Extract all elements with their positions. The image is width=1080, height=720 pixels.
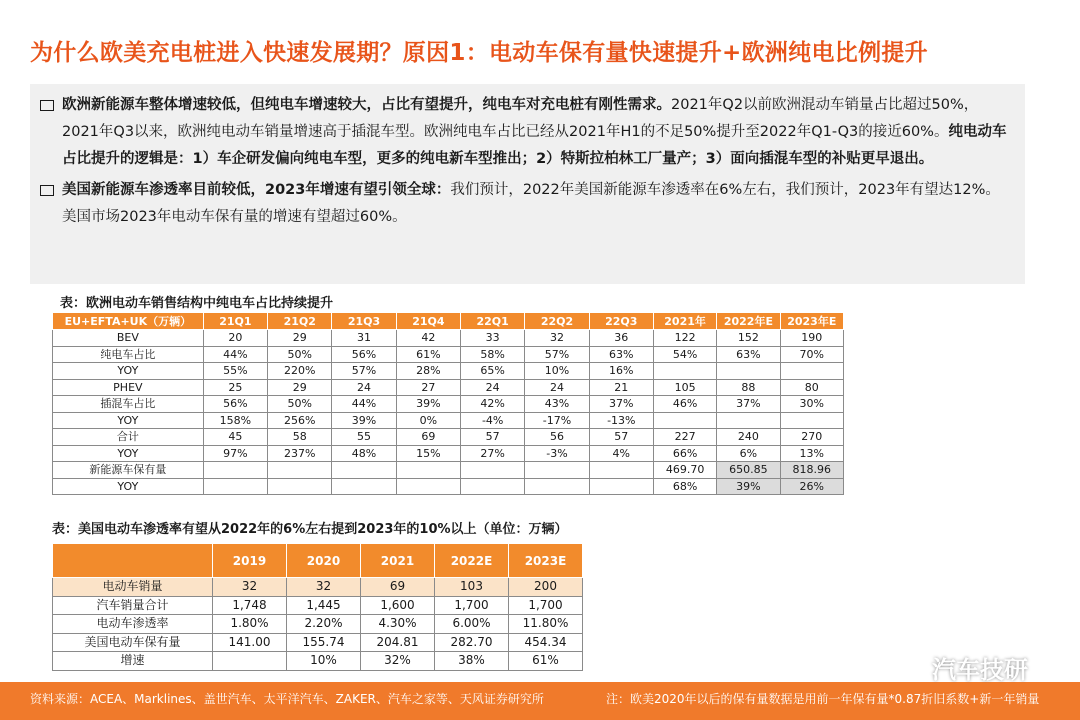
table-cell: 88 xyxy=(717,379,780,396)
table-cell: 152 xyxy=(717,330,780,347)
table-cell: 50% xyxy=(268,396,332,413)
column-header: 21Q1 xyxy=(203,313,267,330)
table-cell: 24 xyxy=(332,379,396,396)
table-row xyxy=(53,412,844,429)
table-cell xyxy=(203,462,267,479)
table-cell: 158% xyxy=(203,412,267,429)
table-cell xyxy=(203,478,267,495)
column-header: 22Q3 xyxy=(589,313,653,330)
source-note: 资料来源：ACEA、Marklines、盖世汽车、太平洋汽车、ZAKER、汽车之家等、天风证券研究所 xyxy=(30,692,544,706)
table-cell: 30% xyxy=(780,396,843,413)
table-cell xyxy=(332,462,396,479)
table-cell: 63% xyxy=(589,346,653,363)
table-cell: 1,748 xyxy=(213,596,287,615)
table-cell: 42 xyxy=(396,330,460,347)
table-cell: 31 xyxy=(332,330,396,347)
table-row xyxy=(53,396,844,413)
table-cell: 39% xyxy=(396,396,460,413)
table-cell: 16% xyxy=(589,363,653,380)
table-header-row xyxy=(53,313,844,330)
table-cell xyxy=(717,363,780,380)
table-cell: 650.85 xyxy=(717,462,780,479)
table-cell: 105 xyxy=(653,379,716,396)
table-cell xyxy=(268,478,332,495)
table-cell: 69 xyxy=(361,578,435,597)
column-header: 2022E xyxy=(435,544,509,578)
table-cell: 11.80% xyxy=(509,615,583,634)
table-row xyxy=(53,652,583,671)
table-cell: 25 xyxy=(203,379,267,396)
bullet-panel xyxy=(30,84,1025,284)
table-cell: 44% xyxy=(332,396,396,413)
table-cell: 57 xyxy=(589,429,653,446)
table2-caption: 表：美国电动车渗透率有望从2022年的6%左右提到2023年的10%以上（单位：万辆） xyxy=(52,522,568,537)
table-cell: 54% xyxy=(653,346,716,363)
watermark xyxy=(890,650,1028,685)
table-cell: 57% xyxy=(525,346,589,363)
table-cell: 29 xyxy=(268,330,332,347)
bullet-text: 美国新能源车渗透率目前较低，2023年增速有望引领全球：我们预计，2022年美国新能源车渗透率在6%左右，我们预计，2023年有望达12%。美国市场2023年电动车保有量的增速有望超过60%。 xyxy=(62,182,1000,225)
table-cell: 32 xyxy=(525,330,589,347)
table-cell: 24 xyxy=(461,379,525,396)
row-label: 插混车占比 xyxy=(53,396,204,413)
table-row xyxy=(53,363,844,380)
table-cell: 57 xyxy=(461,429,525,446)
table-cell: 46% xyxy=(653,396,716,413)
table-cell: 63% xyxy=(717,346,780,363)
table-cell: 15% xyxy=(396,445,460,462)
row-label: PHEV xyxy=(53,379,204,396)
table-cell: 70% xyxy=(780,346,843,363)
table-cell xyxy=(396,478,460,495)
table-cell: 65% xyxy=(461,363,525,380)
table-cell: 55 xyxy=(332,429,396,446)
column-header: 21Q2 xyxy=(268,313,332,330)
table-row xyxy=(53,462,844,479)
table-cell: 200 xyxy=(509,578,583,597)
table-cell xyxy=(780,412,843,429)
table-cell: 32 xyxy=(287,578,361,597)
table-cell: -17% xyxy=(525,412,589,429)
table-cell: 454.34 xyxy=(509,633,583,652)
table-cell: 32% xyxy=(361,652,435,671)
table-cell: 1,700 xyxy=(509,596,583,615)
table-cell: 204.81 xyxy=(361,633,435,652)
table-cell: -4% xyxy=(461,412,525,429)
table-cell: 237% xyxy=(268,445,332,462)
table-cell: 10% xyxy=(525,363,589,380)
table-cell: 256% xyxy=(268,412,332,429)
table-cell: 469.70 xyxy=(653,462,716,479)
row-label: 电动车渗透率 xyxy=(53,615,213,634)
table-cell: 56% xyxy=(203,396,267,413)
table-cell xyxy=(780,363,843,380)
table-cell: 80 xyxy=(780,379,843,396)
table-cell: 190 xyxy=(780,330,843,347)
table-row xyxy=(53,633,583,652)
table-cell: 37% xyxy=(589,396,653,413)
table-cell: 1,700 xyxy=(435,596,509,615)
table-cell: 39% xyxy=(332,412,396,429)
column-header: 21Q3 xyxy=(332,313,396,330)
table-row xyxy=(53,615,583,634)
table-cell: 33 xyxy=(461,330,525,347)
table-cell xyxy=(653,412,716,429)
table-cell xyxy=(396,462,460,479)
table-cell: 141.00 xyxy=(213,633,287,652)
row-label: 美国电动车保有量 xyxy=(53,633,213,652)
column-header: 2023E xyxy=(509,544,583,578)
table-cell: 50% xyxy=(268,346,332,363)
row-label: YOY xyxy=(53,478,204,495)
column-header: 2019 xyxy=(213,544,287,578)
table-cell: -13% xyxy=(589,412,653,429)
row-label: 合计 xyxy=(53,429,204,446)
table-cell xyxy=(461,462,525,479)
table-row xyxy=(53,578,583,597)
us-ev-penetration-table xyxy=(52,543,583,671)
column-header: 22Q1 xyxy=(461,313,525,330)
row-label: YOY xyxy=(53,363,204,380)
table-cell: 240 xyxy=(717,429,780,446)
table-cell: 56 xyxy=(525,429,589,446)
table-cell: 37% xyxy=(717,396,780,413)
column-header: 22Q2 xyxy=(525,313,589,330)
table-cell: 61% xyxy=(509,652,583,671)
column-header xyxy=(53,544,213,578)
column-header: 2022年E xyxy=(717,313,780,330)
column-header: 21Q4 xyxy=(396,313,460,330)
table-cell xyxy=(653,363,716,380)
row-label: YOY xyxy=(53,412,204,429)
table-cell: 42% xyxy=(461,396,525,413)
table-cell: 28% xyxy=(396,363,460,380)
checkbox-square-icon xyxy=(40,100,54,111)
europe-ev-sales-table xyxy=(52,312,844,495)
table-row xyxy=(53,330,844,347)
bullet-item xyxy=(40,92,1013,173)
table-cell: 21 xyxy=(589,379,653,396)
column-header: 2023年E xyxy=(780,313,843,330)
table-cell: 48% xyxy=(332,445,396,462)
table-cell: 69 xyxy=(396,429,460,446)
table-cell xyxy=(332,478,396,495)
bullet-item xyxy=(40,177,1013,231)
table-row xyxy=(53,445,844,462)
table-cell: 4.30% xyxy=(361,615,435,634)
column-header: 2021年 xyxy=(653,313,716,330)
table-cell: 58% xyxy=(461,346,525,363)
table-cell: 43% xyxy=(525,396,589,413)
table-cell: 27% xyxy=(461,445,525,462)
column-header: 2021 xyxy=(361,544,435,578)
table-row xyxy=(53,596,583,615)
table-cell xyxy=(525,478,589,495)
checkbox-square-icon xyxy=(40,185,54,196)
table-cell: 2.20% xyxy=(287,615,361,634)
table-cell: 27 xyxy=(396,379,460,396)
table-cell xyxy=(525,462,589,479)
table-row xyxy=(53,346,844,363)
table-cell: 55% xyxy=(203,363,267,380)
watermark-text: 汽车技研 xyxy=(932,656,1028,684)
table-cell: 32 xyxy=(213,578,287,597)
table1-caption: 表：欧洲电动车销售结构中纯电车占比持续提升 xyxy=(60,296,334,311)
row-label: 增速 xyxy=(53,652,213,671)
column-header: 2020 xyxy=(287,544,361,578)
table-cell: 20 xyxy=(203,330,267,347)
table-row xyxy=(53,429,844,446)
table-cell xyxy=(213,652,287,671)
table-cell: 97% xyxy=(203,445,267,462)
column-header: EU+EFTA+UK（万辆） xyxy=(53,313,204,330)
table-cell: 818.96 xyxy=(780,462,843,479)
table-cell: 38% xyxy=(435,652,509,671)
row-label: 纯电车占比 xyxy=(53,346,204,363)
table-cell: 24 xyxy=(525,379,589,396)
table-cell: 68% xyxy=(653,478,716,495)
table-cell: 155.74 xyxy=(287,633,361,652)
footnote: 注：欧美2020年以后的保有量数据是用前一年保有量*0.87折旧系数+新一年销量 xyxy=(606,692,1040,706)
table-row xyxy=(53,478,844,495)
table-cell: 44% xyxy=(203,346,267,363)
table-cell xyxy=(268,462,332,479)
table-cell: 6% xyxy=(717,445,780,462)
table-cell xyxy=(461,478,525,495)
table-cell: 1,445 xyxy=(287,596,361,615)
footer-bar xyxy=(0,682,1080,720)
table-cell xyxy=(589,478,653,495)
row-label: 汽车销量合计 xyxy=(53,596,213,615)
table-cell: 227 xyxy=(653,429,716,446)
table-cell: 122 xyxy=(653,330,716,347)
table-cell: 0% xyxy=(396,412,460,429)
table-cell: 13% xyxy=(780,445,843,462)
table-cell: 26% xyxy=(780,478,843,495)
table-cell: 66% xyxy=(653,445,716,462)
table-cell: 4% xyxy=(589,445,653,462)
row-label: 新能源车保有量 xyxy=(53,462,204,479)
table-cell: 220% xyxy=(268,363,332,380)
table-cell xyxy=(717,412,780,429)
table-cell: 57% xyxy=(332,363,396,380)
row-label: 电动车销量 xyxy=(53,578,213,597)
table-cell: 1,600 xyxy=(361,596,435,615)
table-cell: 6.00% xyxy=(435,615,509,634)
table-cell: 58 xyxy=(268,429,332,446)
table-cell: 45 xyxy=(203,429,267,446)
table-cell: 61% xyxy=(396,346,460,363)
page-title: 为什么欧美充电桩进入快速发展期？原因1：电动车保有量快速提升+欧洲纯电比例提升 xyxy=(30,40,928,66)
table-header-row xyxy=(53,544,583,578)
wechat-icon xyxy=(890,655,926,681)
bullet-text: 欧洲新能源车整体增速较低，但纯电车增速较大，占比有望提升，纯电车对充电桩有刚性需求。2021年Q2以前欧洲混动车销量占比超过50%，2021年Q3以来，欧洲纯电动车销量增速高于插混车型。欧洲纯电车占比已经从2021年H1的不足50%提升至2022年Q1-Q3的接近60%。纯电动车占比提升的逻辑是：1）车企研发偏向纯电车型，更多的纯电新车型推出；2）特斯拉柏林工厂量产；3）面向插混车型的补贴更早退出。 xyxy=(62,97,1007,167)
table-cell: 282.70 xyxy=(435,633,509,652)
table-cell: 36 xyxy=(589,330,653,347)
table-cell: 10% xyxy=(287,652,361,671)
table-cell: -3% xyxy=(525,445,589,462)
row-label: BEV xyxy=(53,330,204,347)
table-cell: 39% xyxy=(717,478,780,495)
table-cell: 1.80% xyxy=(213,615,287,634)
table-cell: 29 xyxy=(268,379,332,396)
table-cell: 103 xyxy=(435,578,509,597)
table-cell xyxy=(589,462,653,479)
table-cell: 56% xyxy=(332,346,396,363)
table-cell: 270 xyxy=(780,429,843,446)
row-label: YOY xyxy=(53,445,204,462)
table-row xyxy=(53,379,844,396)
